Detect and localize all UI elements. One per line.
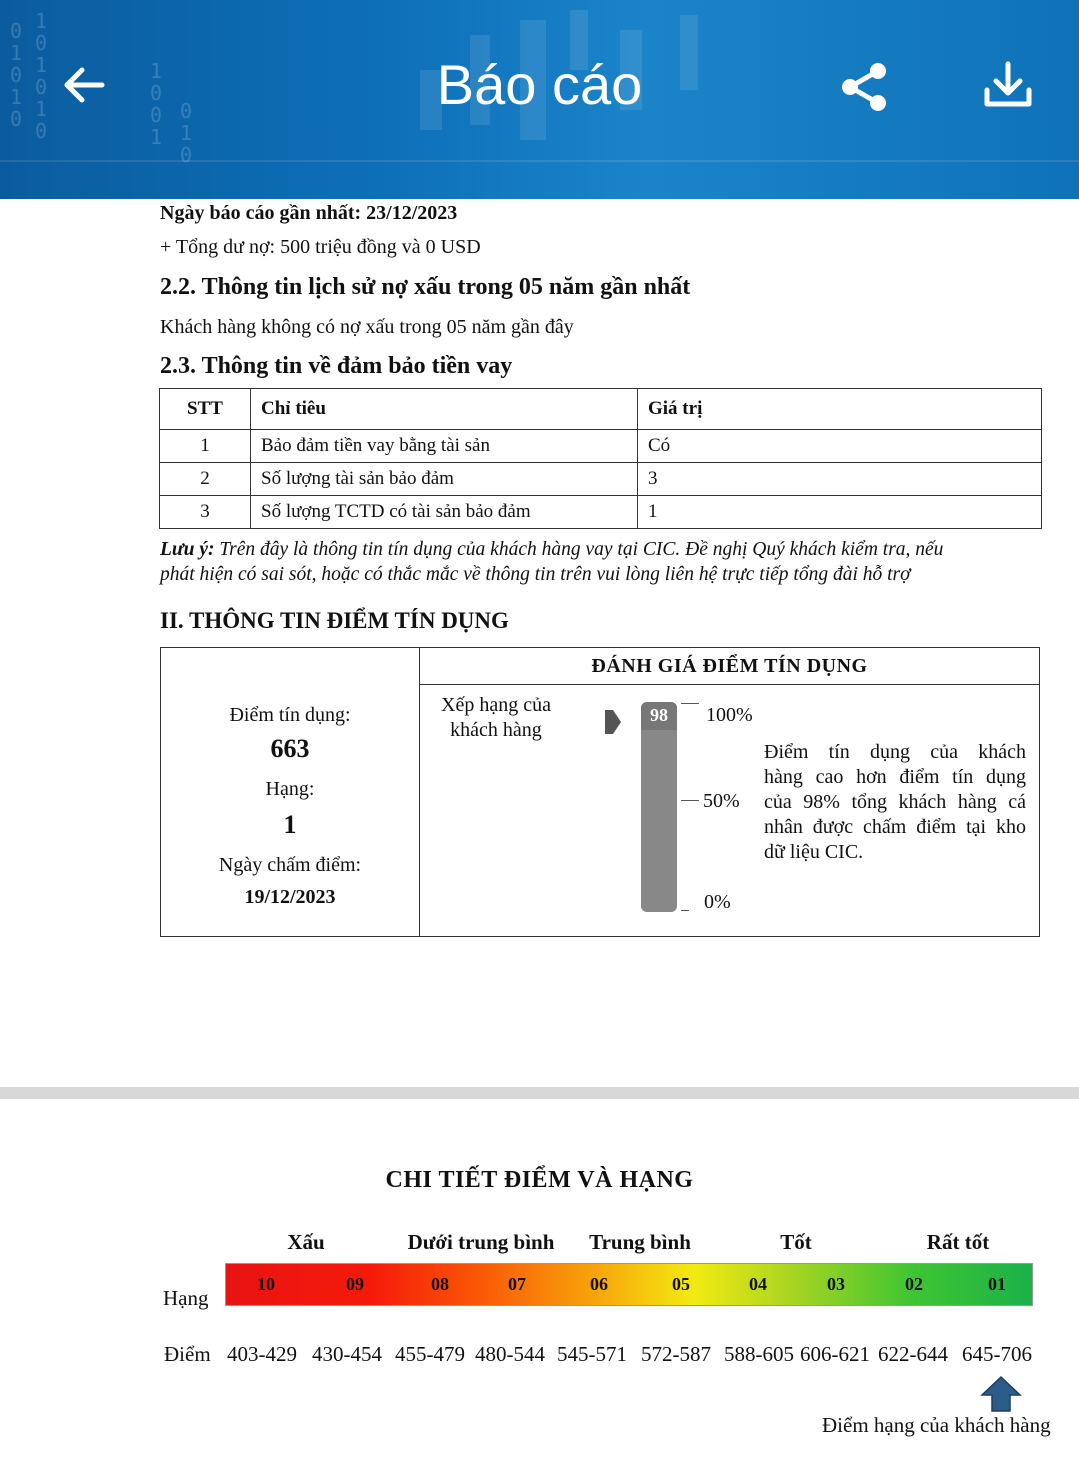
score-date-value: 19/12/2023 xyxy=(244,886,336,908)
percentile-gauge xyxy=(641,702,677,912)
table-cell: Có xyxy=(638,430,1042,463)
table-cell: Bảo đảm tiền vay bằng tài sản xyxy=(251,430,638,463)
percentile-value: 98 xyxy=(650,705,668,725)
tick-100-label: 100% xyxy=(706,704,753,726)
table-cell: Số lượng TCTD có tài sản bảo đảm xyxy=(251,496,638,529)
table-cell: 1 xyxy=(160,430,251,463)
table-header: Giá trị xyxy=(638,389,1042,430)
app-header xyxy=(0,0,1079,199)
note xyxy=(160,539,943,561)
header-decoration xyxy=(0,160,1079,162)
section-22-text: Khách hàng không có nợ xấu trong 05 năm gần đây xyxy=(160,316,574,338)
table-header-row xyxy=(160,389,1042,430)
table-cell: 3 xyxy=(638,463,1042,496)
collateral-table xyxy=(159,388,1042,529)
points-range: 480-544 xyxy=(475,1342,545,1366)
rank-row-label: Hạng xyxy=(163,1286,209,1310)
score-value: 663 xyxy=(270,734,310,763)
note-line-1: Trên đây là thông tin tín dụng của khách hàng vay tại CIC. Đề nghị Quý khách kiểm tra, nếu xyxy=(214,539,944,560)
section-divider xyxy=(0,1087,1079,1099)
table-row xyxy=(160,463,1042,496)
section-23-title: 2.3. Thông tin về đảm bảo tiền vay xyxy=(160,353,513,379)
rank-number: 10 xyxy=(257,1274,275,1294)
points-range: 403-429 xyxy=(227,1342,297,1366)
category-label: Rất tốt xyxy=(926,1230,990,1254)
points-row-label: Điểm xyxy=(164,1342,211,1366)
category-label: Dưới trung bình xyxy=(407,1230,555,1254)
points-range: 606-621 xyxy=(800,1342,870,1366)
table-row xyxy=(160,496,1042,529)
rank-number: 01 xyxy=(988,1274,1006,1294)
section-22-title: 2.2. Thông tin lịch sử nợ xấu trong 05 năm gần nhất xyxy=(160,274,691,300)
score-box-title: ĐÁNH GIÁ ĐIỂM TÍN DỤNG xyxy=(420,648,1039,685)
table-row xyxy=(160,430,1042,463)
rank-number: 09 xyxy=(346,1274,364,1294)
points-range: 455-479 xyxy=(395,1342,465,1366)
download-button[interactable] xyxy=(982,60,1034,112)
pointer-arrow-icon xyxy=(601,702,623,742)
detail-title: CHI TIẾT ĐIỂM VÀ HẠNG xyxy=(385,1167,694,1193)
header-decoration: 1 0 0 1 xyxy=(150,59,163,149)
score-label: Điểm tín dụng: xyxy=(229,704,351,726)
description-line: hàng cao hơn điểm tín dụng xyxy=(764,766,1026,788)
rank-number: 07 xyxy=(508,1274,526,1294)
tick-0-label: 0% xyxy=(704,891,731,913)
table-header: STT xyxy=(160,389,251,430)
category-label: Trung bình xyxy=(589,1230,691,1254)
score-description xyxy=(764,740,1026,865)
rank-number: 02 xyxy=(905,1274,923,1294)
description-line: của 98% tổng khách hàng cá xyxy=(764,791,1026,813)
note-line-2: phát hiện có sai sót, hoặc có thắc mắc về thông tin trên vui lòng liên hệ trực tiếp tổng đài hỗ trợ xyxy=(160,564,911,585)
header-decoration: 0 1 0 xyxy=(180,99,193,167)
note-label: Lưu ý: xyxy=(160,539,215,560)
table-cell: Số lượng tài sản bảo đảm xyxy=(251,463,638,496)
rank-number: 08 xyxy=(431,1274,449,1294)
category-label: Tốt xyxy=(780,1230,812,1254)
points-range: 622-644 xyxy=(878,1342,948,1366)
tick-50-label: 50% xyxy=(703,790,740,812)
rank-number: 06 xyxy=(590,1274,608,1294)
score-summary xyxy=(161,648,420,936)
points-range: 572-587 xyxy=(641,1342,711,1366)
rank-scale-bar xyxy=(225,1263,1033,1306)
rank-number: 05 xyxy=(672,1274,690,1294)
points-range: 588-605 xyxy=(724,1342,794,1366)
table-cell: 1 xyxy=(638,496,1042,529)
category-label: Xấu xyxy=(287,1230,325,1254)
tick-100 xyxy=(681,703,699,704)
description-line: nhân được chấm điểm tại kho xyxy=(764,816,1026,838)
points-range: 645-706 xyxy=(962,1342,1032,1366)
points-range: 545-571 xyxy=(557,1342,627,1366)
rank-number: 03 xyxy=(827,1274,845,1294)
credit-section-title: II. THÔNG TIN ĐIỂM TÍN DỤNG xyxy=(160,608,509,633)
ranking-label-1: Xếp hạng của xyxy=(441,694,551,716)
ranking-label-2: khách hàng xyxy=(450,719,542,741)
header-decoration: 1 0 1 0 1 0 xyxy=(35,9,48,143)
page-title: Báo cáo xyxy=(436,53,643,116)
arrow-up-icon xyxy=(980,1375,1022,1413)
description-line: dữ liệu CIC. xyxy=(764,841,864,863)
customer-marker-label: Điểm hạng của khách hàng xyxy=(822,1413,1051,1437)
share-button[interactable] xyxy=(838,60,892,114)
table-cell: 3 xyxy=(160,496,251,529)
table-header: Chỉ tiêu xyxy=(251,389,638,430)
rank-number: 04 xyxy=(749,1274,767,1294)
description-line: Điểm tín dụng của khách xyxy=(764,741,1026,763)
score-date-label: Ngày chấm điểm: xyxy=(218,854,362,876)
header-decoration: 0 1 0 1 0 xyxy=(10,19,23,131)
table-cell: 2 xyxy=(160,463,251,496)
share-icon xyxy=(838,60,892,114)
rank-label: Hạng: xyxy=(265,778,315,800)
credit-score-box xyxy=(160,647,1040,937)
total-debt: + Tổng dư nợ: 500 triệu đồng và 0 USD xyxy=(160,236,481,258)
points-range: 430-454 xyxy=(312,1342,382,1366)
download-icon xyxy=(982,60,1034,112)
latest-report-date: Ngày báo cáo gần nhất: 23/12/2023 xyxy=(160,202,458,224)
tick-0 xyxy=(681,910,689,911)
rank-value: 1 xyxy=(283,810,297,839)
tick-50 xyxy=(681,800,699,801)
